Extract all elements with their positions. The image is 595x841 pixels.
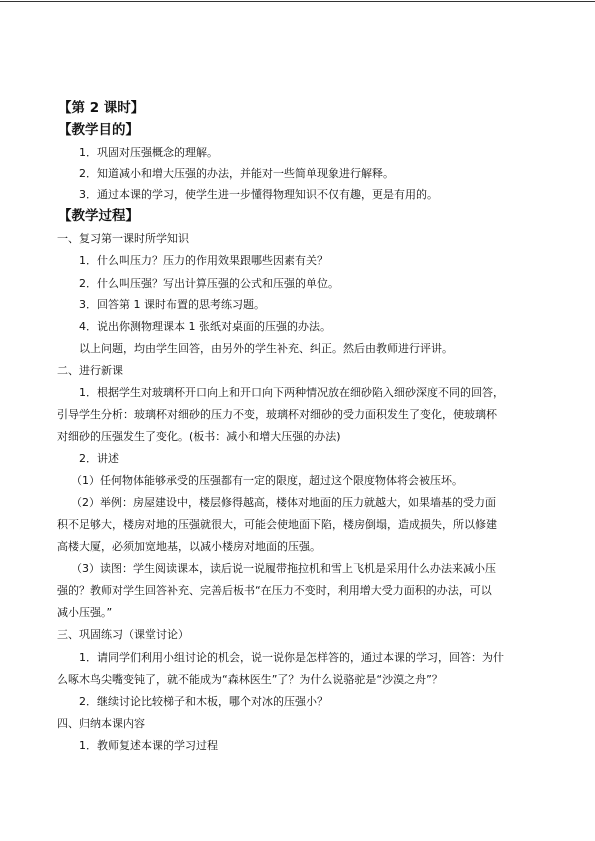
section3-q1-line1: 1．请同学们利用小组讨论的机会，说一说你是怎样答的，通过本课的学习，回答：为什: [79, 651, 504, 664]
section4-title: 四、归纳本课内容: [57, 717, 145, 730]
section2-p5-line1: （3）读图：学生阅读课本，读后说一说履带拖拉机和雪上飞机是采用什么办法来减小压: [71, 562, 496, 575]
section1-item-2: 2．什么叫压强？写出计算压强的公式和压强的单位。: [79, 277, 339, 290]
goals-heading: 【教学目的】: [58, 122, 139, 138]
section1-item-3: 3．回答第 1 课时布置的思考练习题。: [79, 298, 265, 311]
section2-p1-line2: 引导学生分析：玻璃杯对细砂的压力不变，玻璃杯对细砂的受力面积发生了变化，使玻璃杯: [57, 408, 497, 421]
section2-p4-line3: 高楼大厦，必须加宽地基，以减小楼房对地面的压强。: [57, 540, 321, 553]
section1-note: 以上问题，均由学生回答，由另外的学生补充、纠正。然后由教师进行评讲。: [79, 342, 453, 355]
section1-title: 一、复习第一课时所学知识: [57, 232, 189, 245]
section4-item-1: 1．教师复述本课的学习过程: [79, 739, 218, 752]
process-heading: 【教学过程】: [58, 208, 139, 224]
section2-p1-line3: 对细砂的压强发生了变化。(板书：减小和增大压强的办法): [57, 430, 341, 443]
section2-p1-line1: 1．根据学生对玻璃杯开口向上和开口向下两种情况放在细砂陷入细砂深度不同的回答，: [79, 386, 504, 399]
section2-p2: 2．讲述: [79, 452, 119, 465]
section2-p4-line1: （2）举例：房屋建设中，楼层修得越高，楼体对地面的压力就越大，如果墙基的受力面: [71, 496, 496, 509]
section2-p5-line3: 减小压强。”: [57, 606, 113, 619]
lesson-heading: 【第 2 课时】: [58, 100, 145, 116]
section1-item-4: 4．说出你测物理课本 1 张纸对桌面的压强的办法。: [79, 320, 331, 333]
goal-item-1: 1．巩固对压强概念的理解。: [79, 146, 218, 159]
goal-item-2: 2．知道减小和增大压强的办法，并能对一些简单现象进行解释。: [79, 167, 394, 180]
section3-q1-line2: 么啄木鸟尖嘴变钝了，就不能成为“森林医生”了？为什么说骆驼是“沙漠之舟”？: [57, 673, 443, 686]
section2-p3: （1）任何物体能够承受的压强都有一定的限度，超过这个限度物体将会被压坏。: [71, 474, 463, 487]
section1-item-1: 1．什么叫压力？压力的作用效果跟哪些因素有关？: [79, 254, 328, 267]
page-top-rule: [0, 1, 595, 2]
section2-title: 二、进行新课: [57, 364, 123, 377]
section3-q2: 2．继续讨论比较梯子和木板，哪个对冰的压强小？: [79, 695, 328, 708]
section2-p4-line2: 积不足够大，楼房对地的压强就很大，可能会使地面下陷，楼房倒塌，造成损失，所以修建: [57, 518, 497, 531]
goal-item-3: 3．通过本课的学习，使学生进一步懂得物理知识不仅有趣，更是有用的。: [79, 188, 438, 201]
section3-title: 三、巩固练习（课堂讨论）: [57, 628, 189, 641]
section2-p5-line2: 强的？教师对学生回答补充、完善后板书“在压力不变时，利用增大受力面积的办法，可以: [57, 584, 492, 597]
